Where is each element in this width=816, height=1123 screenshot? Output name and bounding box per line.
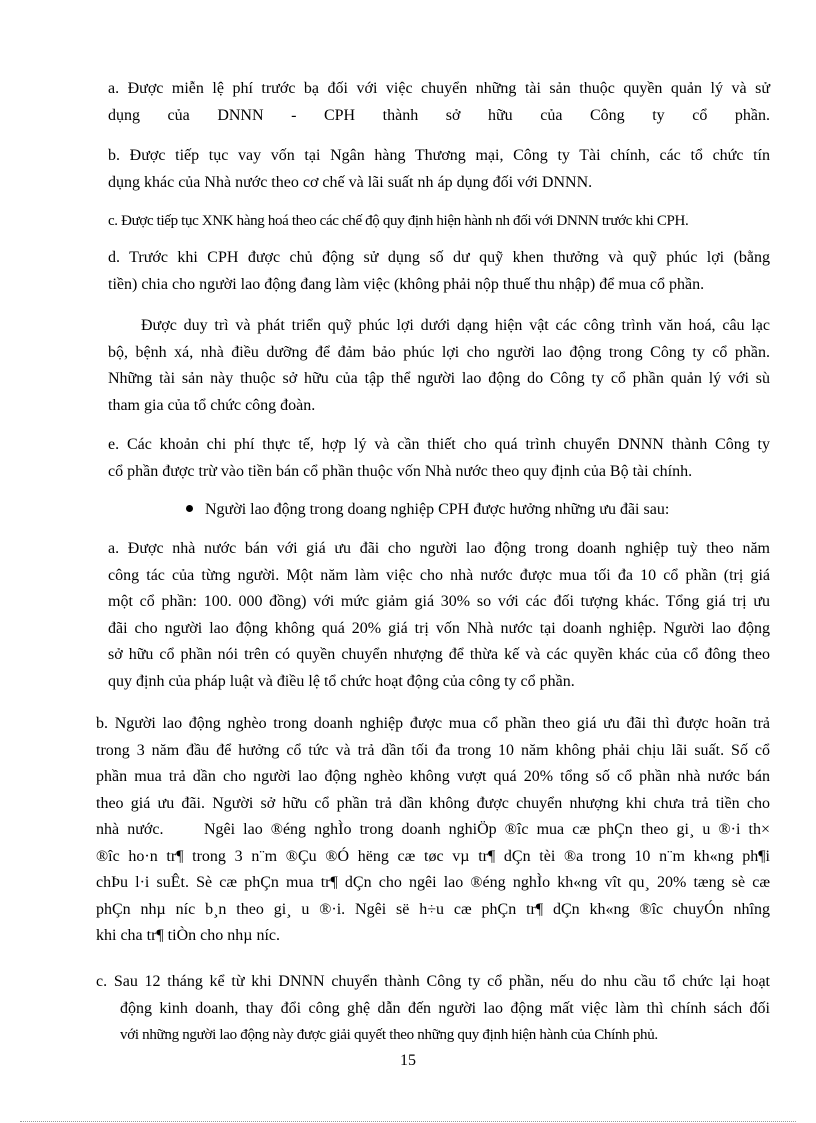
text-line: đãi cho người lao động không quá 20% giá trị vốn Nhà nước tại doanh nghiệp. Người lao động <box>108 619 770 637</box>
paragraph-c-job-loss <box>96 969 770 1049</box>
paragraph-a-exemption <box>108 76 770 129</box>
text-line: bộ, bệnh xá, nhà điều dưỡng để đảm bảo phúc lợi cho người lao động trong Công ty cổ phần. <box>108 343 770 361</box>
text-line: dụng khác của Nhà nước theo cơ chế và lãi suất nh áp dụng đối với DNNN. <box>108 173 593 191</box>
text-line: tiền) chia cho người lao động đang làm việc (không phải nộp thuế thu nhập) để mua cổ phần. <box>108 275 705 293</box>
text-line: c. Sau 12 tháng kể từ khi DNNN chuyển thành Công ty cổ phần, nếu do nhu cầu tổ chức lại hoạt <box>96 973 770 990</box>
text-line: tham gia của tổ chức công đoàn. <box>108 396 316 414</box>
text-line: b. Được tiếp tục vay vốn tại Ngân hàng Thương mại, Công ty Tài chính, các tổ chức tín <box>108 147 770 164</box>
text-line: dụng của DNNN - CPH thành sở hữu của Công ty cổ phần. <box>108 106 770 124</box>
text-line: phần mua trả dần cho người lao động nghèo không vượt quá 20% tổng số cổ phần nhà nước bán <box>96 768 770 785</box>
text-line: theo giá ưu đãi. Người sở hữu cổ phần trả dần không được chuyển nhượng khi chưa trả tiền cho <box>96 794 770 812</box>
text-line: chÞu l·i suÊt. Sè cæ phÇn mua tr¶ dÇn cho ngêi lao ®éng nghÌo kh«ng vît qu¸ 20% tæng sè cæ <box>96 874 770 891</box>
text-line: Những tài sản này thuộc sở hữu của tập thể người lao động do Công ty cổ phần quản lý với sù <box>108 370 770 387</box>
text-line: động kinh doanh, thay đổi công ghệ dẫn đến người lao động mất việc làm thì chính sách đối <box>120 999 770 1017</box>
text-line: a. Được miễn lệ phí trước bạ đối với việc chuyển những tài sản thuộc quyền quản lý và sử <box>108 80 770 97</box>
text-line: e. Các khoản chi phí thực tế, hợp lý và cần thiết cho quá trình chuyển DNNN thành Công ty <box>108 436 770 453</box>
text-line: cổ phần được trừ vào tiền bán cổ phần thuộc vốn Nhà nước theo quy định của Bộ tài chính. <box>108 462 693 480</box>
text-line: một cổ phần: 100. 000 đồng) với mức giảm giá 30% so với các đối tượng khác. Tổng giá trị ưu <box>108 593 770 610</box>
paragraph-b-loans <box>108 143 770 196</box>
text-line: phÇn nhµ níc b¸n theo gi¸ u ®·i. Ngêi së h÷u cæ phÇn tr¶ dÇn kh«ng ®îc chuyÓn nhîng <box>96 900 770 918</box>
page-number: 15 <box>400 1052 416 1069</box>
paragraph-welfare-fund <box>108 313 770 419</box>
text-line: trong 3 năm đầu để hưởng cổ tức và trả dần tối đa trong 10 năm không phải chịu lãi suất. Số cổ <box>96 741 770 759</box>
text-line: với những người lao động này được giải quyết theo những quy định hiện hành của Chính phủ. <box>120 1027 658 1043</box>
text-line: sở hữu cổ phần nói trên có quyền chuyển nhượng để thừa kế và các quyền khác của cổ đông theo <box>108 646 770 663</box>
bullet-heading <box>186 498 669 522</box>
text-line: ®îc ho·n tr¶ trong 3 n¨m ®Çu ®Ó hëng cæ tøc vµ tr¶ dÇn tèi ®a trong 10 n¨m kh«ng ph¶i <box>96 847 770 865</box>
paragraph-a-employee-discount <box>108 536 770 695</box>
page-bottom-divider <box>20 1121 796 1122</box>
paragraph-e-costs <box>108 432 770 485</box>
text-line: b. Người lao động nghèo trong doanh nghiệp được mua cổ phần theo giá ưu đãi thì được hoãn trả <box>96 715 770 732</box>
paragraph-d-funds <box>108 245 770 298</box>
bullet-text: Người lao động trong doang nghiệp CPH được hưởng những ưu đãi sau: <box>205 501 670 518</box>
text-line: a. Được nhà nước bán với giá ưu đãi cho người lao động trong doanh nghiệp tuỳ theo năm <box>108 540 770 557</box>
paragraph-c-import-export <box>108 208 770 235</box>
paragraph-b-poor-workers <box>96 711 770 950</box>
text-line: c. Được tiếp tục XNK hàng hoá theo các chế độ quy định hiện hành nh đối với DNNN trước khi CPH. <box>108 213 689 229</box>
text-line: Được duy trì và phát triển quỹ phúc lợi dưới dạng hiện vật các công trình văn hoá, câu lạc <box>141 317 770 334</box>
text-line: khi cha tr¶ tiÒn cho nhµ níc. <box>96 927 280 944</box>
bullet-icon <box>186 505 193 512</box>
text-line: quy định của pháp luật và điều lệ tổ chức hoạt động của công ty cổ phần. <box>108 672 575 690</box>
text-line: nhà nước. Ngêi lao ®éng nghÌo trong doanh nghiÖp ®îc mua cæ phÇn theo gi¸ u ®·i th× <box>96 821 770 838</box>
text-line: d. Trước khi CPH được chủ động sử dụng số dư quỹ khen thưởng và quỹ phúc lợi (bằng <box>108 249 770 266</box>
text-line: công tác của từng người. Một năm làm việc cho nhà nước được mua tối đa 10 cổ phần (trị giá <box>108 566 770 584</box>
